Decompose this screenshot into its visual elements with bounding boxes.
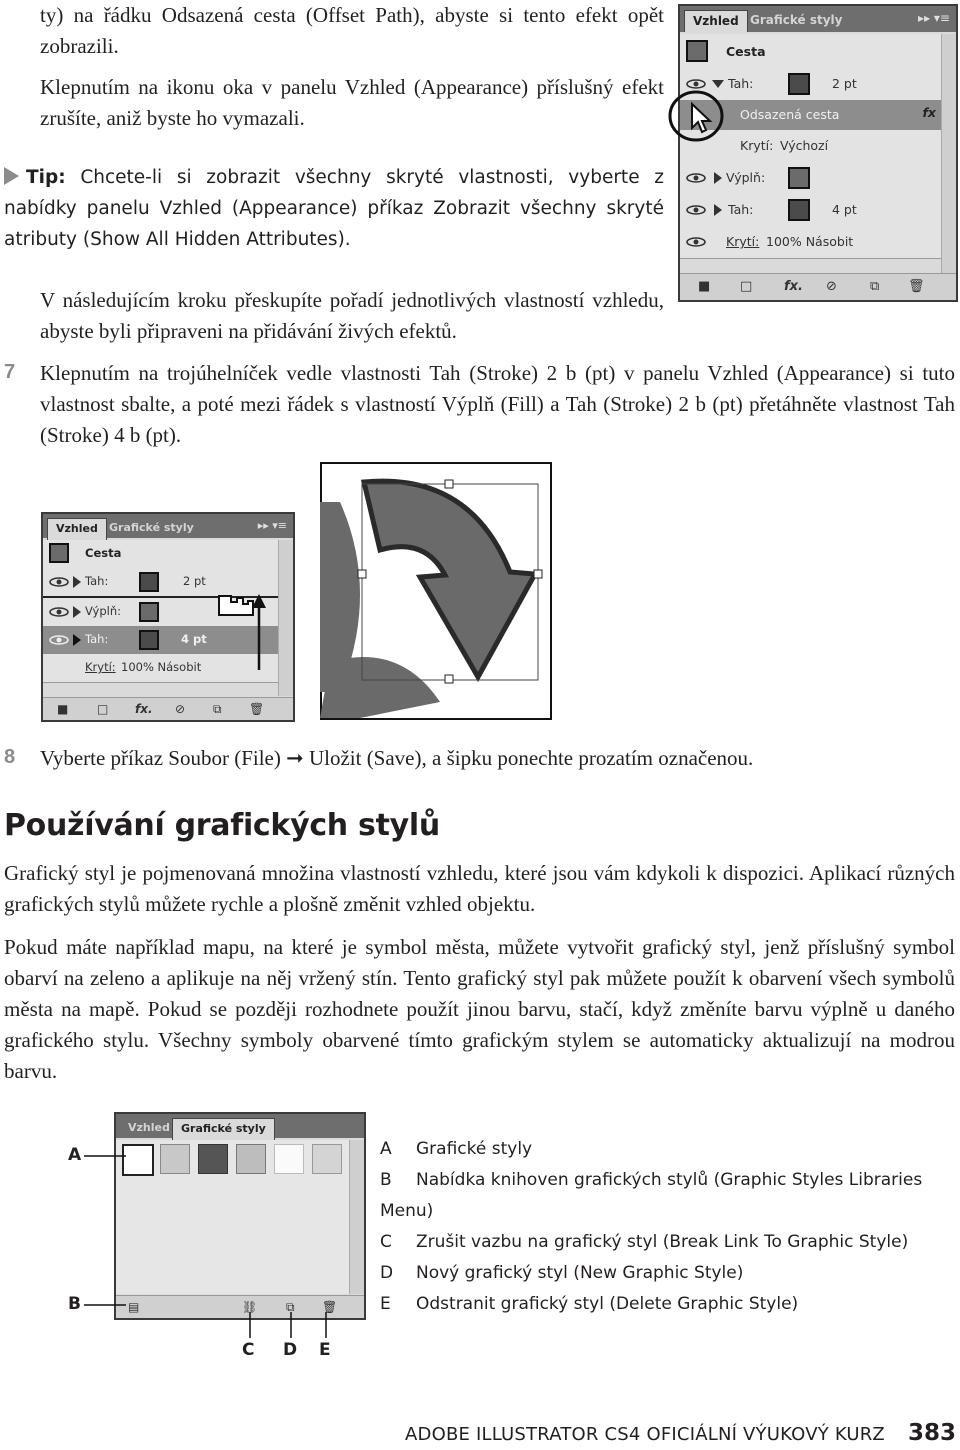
step-8-text: Vyberte příkaz Soubor (File) ➞ Uložit (Save), a šipku ponechte prozatím označenou. <box>40 746 754 770</box>
new-stroke-icon[interactable]: □ <box>97 702 109 716</box>
tab-appearance[interactable]: Vzhled <box>684 10 748 32</box>
page-number: 383 <box>908 1420 957 1446</box>
stroke-value[interactable]: 2 pt <box>183 574 206 588</box>
scrollbar[interactable] <box>349 1140 364 1294</box>
stroke-label: Tah: <box>85 632 109 646</box>
intro-paragraph-2: Klepnutím na ikonu oka v panelu Vzhled (Appearance) příslušný efekt zrušíte, aniž byste ho vymazali. <box>40 75 664 130</box>
intro-paragraph-1: ty) na řádku Odsazená cesta (Offset Path), abyste si tento efekt opět zobrazili. <box>40 3 664 58</box>
opacity-value: Výchozí <box>780 138 829 153</box>
legend-key: D <box>380 1263 394 1283</box>
tab-appearance[interactable]: Vzhled <box>128 1121 170 1134</box>
step-7-text: Klepnutím na trojúhelníček vedle vlastnosti Tah (Stroke) 2 b (pt) v panelu Vzhled (Appearance) si tuto vlastnost sbalte, a poté mezi řádek s vlastností Výplň (Fill) a Tah (Stroke) 2 b (pt) přetáhněte vlastnost Tah (Stroke) 4 b (pt). <box>40 361 955 447</box>
legend-text: Odstranit grafický styl (Delete Graphic Style) <box>416 1294 799 1314</box>
tab-graphic-styles[interactable]: Grafické styly <box>750 13 843 27</box>
duplicate-item-icon[interactable]: ⧉ <box>213 702 222 716</box>
selection-handle <box>445 675 453 683</box>
callout-d: D <box>283 1340 298 1360</box>
eye-icon[interactable] <box>49 607 69 617</box>
break-link-icon[interactable]: ⛓ <box>242 1300 258 1314</box>
legend-item <box>380 1134 958 1165</box>
add-effect-icon[interactable]: fx. <box>135 702 153 716</box>
eye-icon[interactable] <box>49 577 69 587</box>
opacity-value: 100% Násobit <box>766 234 854 249</box>
delete-item-icon[interactable]: 🗑 <box>908 279 925 294</box>
row-stroke-4pt[interactable] <box>680 194 942 227</box>
callout-lines <box>60 1140 350 1340</box>
section-heading: Používání grafických stylů <box>4 808 440 843</box>
delete-item-icon[interactable]: 🗑 <box>249 702 265 716</box>
stroke-value[interactable]: 4 pt <box>832 202 857 217</box>
legend-item <box>380 1258 958 1289</box>
panel-tab-bar <box>680 6 956 32</box>
selection-handle <box>445 480 453 488</box>
stroke-value[interactable]: 2 pt <box>832 76 857 91</box>
appearance-panel-middle <box>41 512 295 722</box>
running-footer: ADOBE ILLUSTRATOR CS4 OFICIÁLNÍ VÝUKOVÝ KURZ <box>405 1424 885 1445</box>
appearance-panel-top <box>678 4 958 302</box>
delete-graphic-style-icon[interactable]: 🗑 <box>322 1300 338 1314</box>
legend-text: Nový grafický styl (New Graphic Style) <box>416 1263 744 1283</box>
panel-bottom-bar <box>43 697 293 720</box>
legend-text: Nabídka knihoven grafických stylů (Graphic Styles Libraries Menu) <box>380 1170 923 1221</box>
tip-arrow-icon <box>4 167 19 185</box>
expand-triangle-icon[interactable] <box>73 634 81 646</box>
clear-appearance-icon[interactable]: ■ <box>698 279 711 294</box>
expand-triangle-icon[interactable] <box>73 576 81 588</box>
clear-icon[interactable]: ⊘ <box>175 702 186 716</box>
legend-item <box>380 1165 958 1227</box>
fill-label: Výplň: <box>726 170 766 185</box>
expand-triangle-icon[interactable] <box>714 172 722 184</box>
section-paragraph-2: Pokud máte například mapu, na které je symbol města, můžete vytvořit grafický styl, jenž příslušný symbol obarví na zeleno a aplikuje na něj vržený stín. Tento grafický styl pak můžete použít k obarvení všech symbolů města na mapě. Pokud se později rozhodnete použít jinou barvu, stačí, když změníte barvu výplně u daného grafického stylu. Všechny symboly obarvené tímto grafickým stylem se automaticky aktualizují na modrou barvu. <box>4 935 955 1083</box>
eye-icon[interactable] <box>686 237 706 247</box>
eye-highlight-circle <box>666 88 726 144</box>
row-path[interactable] <box>43 540 279 569</box>
legend <box>380 1134 958 1320</box>
stroke-label: Tah: <box>728 202 754 217</box>
fill-swatch[interactable] <box>139 602 159 622</box>
drag-hand-cursor <box>209 588 279 678</box>
clear-icon[interactable]: ⊘ <box>826 279 837 294</box>
opacity-label[interactable]: Krytí: <box>85 660 116 674</box>
stroke-swatch[interactable] <box>139 572 159 592</box>
scrollbar[interactable] <box>278 540 293 696</box>
stroke-swatch[interactable] <box>139 630 159 650</box>
expand-triangle-icon[interactable] <box>73 606 81 618</box>
panel-menu-icon[interactable]: ▸▸ ▾≡ <box>257 519 287 532</box>
tab-graphic-styles[interactable]: Grafické styly <box>109 521 194 534</box>
intro-paragraph-3: V následujícím kroku přeskupíte pořadí jednotlivých vlastností vzhledu, abyste byli připraveni na přidávání živých efektů. <box>40 288 664 343</box>
collapse-triangle-icon[interactable] <box>712 80 724 88</box>
fill-swatch[interactable] <box>788 167 810 189</box>
step-number: 7 <box>4 361 16 383</box>
row-fill[interactable] <box>680 162 942 195</box>
legend-text: Grafické styly <box>416 1139 533 1159</box>
clear-appearance-icon[interactable]: ■ <box>57 702 69 716</box>
opacity-label[interactable]: Krytí: <box>740 138 774 153</box>
opacity-value: 100% Násobit <box>121 660 202 674</box>
stroke-swatch[interactable] <box>788 199 810 221</box>
tab-appearance[interactable]: Vzhled <box>47 518 107 540</box>
expand-triangle-icon[interactable] <box>714 204 722 216</box>
stroke-label: Tah: <box>85 574 109 588</box>
tip-label: Tip: <box>26 167 66 188</box>
section-paragraph-1: Grafický styl je pojmenovaná množina vlastností vzhledu, které jsou vám kdykoli k dispozici. Aplikací různých grafických stylů můžete rychle a plošně změnit vzhled objektu. <box>4 861 955 916</box>
eye-icon[interactable] <box>686 205 706 215</box>
tab-graphic-styles[interactable]: Grafické styly <box>172 1118 275 1140</box>
path-thumbnail <box>686 40 708 62</box>
offset-path-link[interactable]: Odsazená cesta <box>740 107 840 122</box>
selection-handle <box>534 570 542 578</box>
legend-item <box>380 1289 958 1320</box>
opacity-label[interactable]: Krytí: <box>726 234 760 249</box>
tip-paragraph <box>4 162 664 255</box>
callout-e: E <box>319 1340 331 1360</box>
panel-menu-icon[interactable]: ▸▸ ▾≡ <box>918 11 950 25</box>
row-opacity-multiply[interactable] <box>680 226 942 259</box>
legend-key: B <box>380 1170 392 1190</box>
panel-tab-bar <box>43 514 293 538</box>
row-path-label: Cesta <box>726 44 766 59</box>
new-graphic-style-icon[interactable]: ⧉ <box>286 1300 295 1314</box>
legend-item <box>380 1227 958 1258</box>
scrollbar[interactable] <box>941 34 956 274</box>
step-number: 8 <box>4 746 16 768</box>
legend-key: C <box>380 1232 392 1252</box>
fx-icon[interactable]: fx <box>922 105 936 120</box>
new-stroke-icon[interactable]: □ <box>740 279 753 294</box>
eye-icon[interactable] <box>686 173 706 183</box>
duplicate-item-icon[interactable]: ⧉ <box>870 279 880 294</box>
add-effect-icon[interactable]: fx. <box>784 279 803 294</box>
legend-key: E <box>380 1294 391 1314</box>
panel-bottom-bar <box>680 273 956 300</box>
stroke-value[interactable]: 4 pt <box>181 632 207 646</box>
callout-a: A <box>68 1145 82 1165</box>
eye-icon[interactable] <box>49 635 69 645</box>
selection-handle <box>358 570 366 578</box>
fill-label: Výplň: <box>85 604 122 618</box>
graphic-styles-libraries-menu-icon[interactable]: ▤ <box>128 1300 140 1314</box>
callout-b: B <box>68 1294 81 1314</box>
row-path-label: Cesta <box>85 546 122 560</box>
callout-c: C <box>242 1340 255 1360</box>
row-path[interactable] <box>680 34 942 69</box>
legend-key: A <box>380 1139 392 1159</box>
stroke-label: Tah: <box>728 76 754 91</box>
arrow-artwork <box>320 462 552 720</box>
tip-text: Chcete-li si zobrazit všechny skryté vlastnosti, vyberte z nabídky panelu Vzhled (Appearance) příkaz Zobrazit všechny skryté atributy (Show All Hidden Attributes). <box>4 167 664 250</box>
path-thumbnail <box>49 543 69 563</box>
stroke-swatch[interactable] <box>788 73 810 95</box>
panel-tab-bar <box>116 1114 364 1138</box>
legend-text: Zrušit vazbu na grafický styl (Break Link To Graphic Style) <box>416 1232 909 1252</box>
